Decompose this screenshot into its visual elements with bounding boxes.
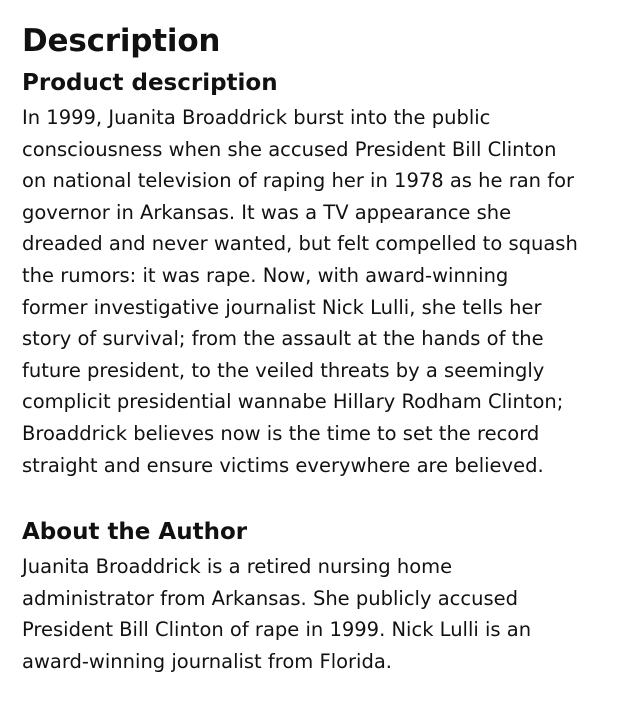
section-spacer [22, 481, 622, 517]
product-description-text: In 1999, Juanita Broaddrick burst into the public consciousness when she accused President Bill Clinton on national television of raping her in 1978 as he ran for governor in Arkansas. It was a TV appearance she dreaded and never wanted, but felt compelled to squash the rumors: it was rape. Now, with award-winning former investigative journalist Nick Lulli, she tells her story of survival; from the assault at the hands of the future president, to the veiled threats by a seemingly complicit presidential wannabe Hillary Rodham Clinton; Broaddrick believes now is the time to set the record straight and ensure victims everywhere are believed. [22, 106, 578, 477]
about-author-text: Juanita Broaddrick is a retired nursing home administrator from Arkansas. She publicly accused President Bill Clinton of rape in 1999. Nick Lulli is an award-winning journalist from Florida. [22, 555, 532, 673]
product-description-block [22, 68, 622, 481]
page-title: Description [22, 23, 221, 59]
about-author-block [22, 517, 622, 677]
description-section [22, 20, 622, 678]
about-author-heading: About the Author [22, 519, 248, 546]
product-description-heading: Product description [22, 70, 278, 96]
